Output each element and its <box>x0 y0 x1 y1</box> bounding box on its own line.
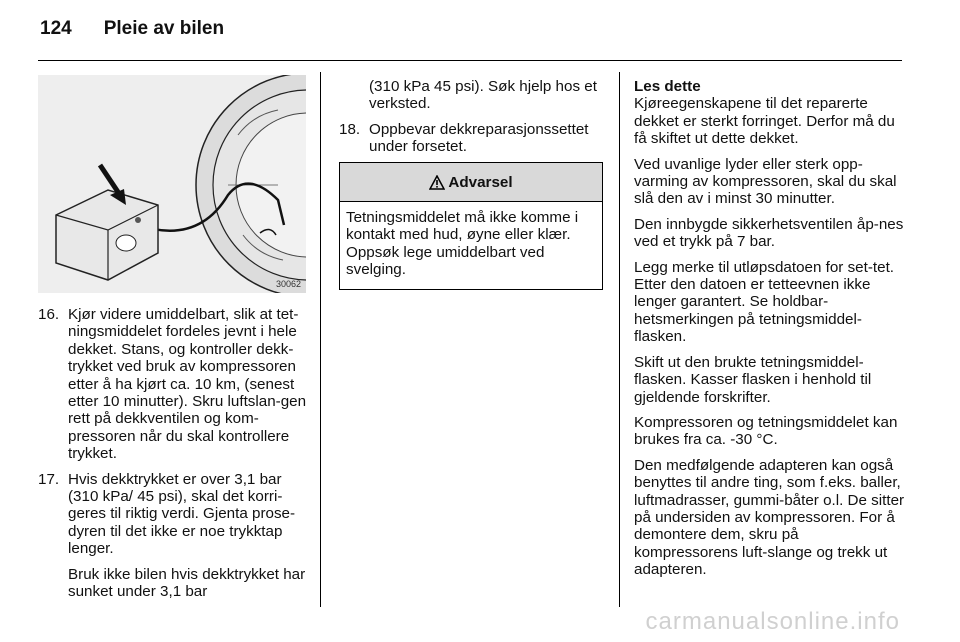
warning-header <box>340 163 602 202</box>
note-paragraph: Ved uvanlige lyder eller sterk opp-varming av kompressoren, skal du skal slå den av i minst 30 minutter. <box>634 155 897 208</box>
warning-triangle-icon <box>429 175 445 190</box>
note-paragraph: Skift ut den brukte tetningsmiddel-flasken. Kasser flasken i henhold til gjeldende forskrifter. <box>634 353 872 406</box>
header-rule <box>38 60 902 61</box>
left-column <box>38 306 310 609</box>
compressor-tire-drawing <box>38 75 306 293</box>
step-18 <box>339 121 605 156</box>
note-paragraph: Kompressoren og tetningsmiddelet kan brukes fra ca. -30 °C. <box>634 413 898 449</box>
right-column <box>634 78 906 587</box>
svg-text:30062: 30062 <box>276 279 302 289</box>
note-paragraph: Den medfølgende adapteren kan også benyttes til andre ting, som f.eks. baller, luftmadrasser, gummi-båter o.l. De sitter på undersiden av kompressoren. For å demontere dem, skru på kompressorens luft-slange og trekk ut adapteren. <box>634 456 905 579</box>
warning-title: Advarsel <box>448 173 513 191</box>
note-paragraph: Legg merke til utløpsdatoen for set-tet. Etter den datoen er tetteevnen ikke lenger garantert. Se holdbar-hetsmerkingen på tetningsmiddel-flasken. <box>634 258 895 346</box>
watermark: carmanualsonline.info <box>645 608 900 635</box>
step-16 <box>38 306 310 463</box>
step-17-continued <box>339 78 605 113</box>
column-divider-right <box>619 72 620 607</box>
continuation-text: (310 kPa 45 psi). Søk hjelp hos et verksted. <box>369 78 597 113</box>
warning-box <box>339 162 603 290</box>
column-divider-left <box>320 72 321 607</box>
compressor-illustration <box>38 75 306 293</box>
step-text: Oppbevar dekkreparasjonssettet under forsetet. <box>369 120 589 156</box>
step-text: Bruk ikke bilen hvis dekktrykket har sunket under 3,1 bar <box>68 565 306 601</box>
step-text: Hvis dekktrykket er over 3,1 bar (310 kPa/ 45 psi), skal det korri-geres til riktig verdi. Gjenta prose-dyren til det ikke er noe trykktap lenger. <box>68 470 296 558</box>
step-number: 18. <box>339 120 361 138</box>
note-paragraph: Kjøreegenskapene til det reparerte dekket er sterkt forringet. Derfor må du få skiftet ut dette dekket. <box>634 95 895 148</box>
middle-column <box>339 78 605 164</box>
note-paragraph: Den innbygde sikkerhetsventilen åp-nes ved et trykk på 7 bar. <box>634 215 904 251</box>
step-text: Kjør videre umiddelbart, slik at tet-ningsmiddelet fordeles jevnt i hele dekket. Stans, og kontroller dekk-trykket ved bruk av kompressoren etter å ha kjørt ca. 10 km, (senest etter 10 minutter). Skru luftslan-gen rett på dekkventilen og kom-pressoren når du skal kontrollere trykket. <box>68 306 307 463</box>
step-number: 16. <box>38 306 60 323</box>
page-header <box>40 18 224 40</box>
section-title: Pleie av bilen <box>103 18 225 39</box>
warning-text: Tetningsmiddelet må ikke komme i kontakt med hud, øyne eller klær. Oppsøk lege umiddelbart ved svelging. <box>346 209 579 279</box>
step-number: 17. <box>38 470 60 488</box>
note-title: Les dette <box>634 78 701 95</box>
page-number: 124 <box>40 18 72 39</box>
step-17 <box>38 471 310 601</box>
